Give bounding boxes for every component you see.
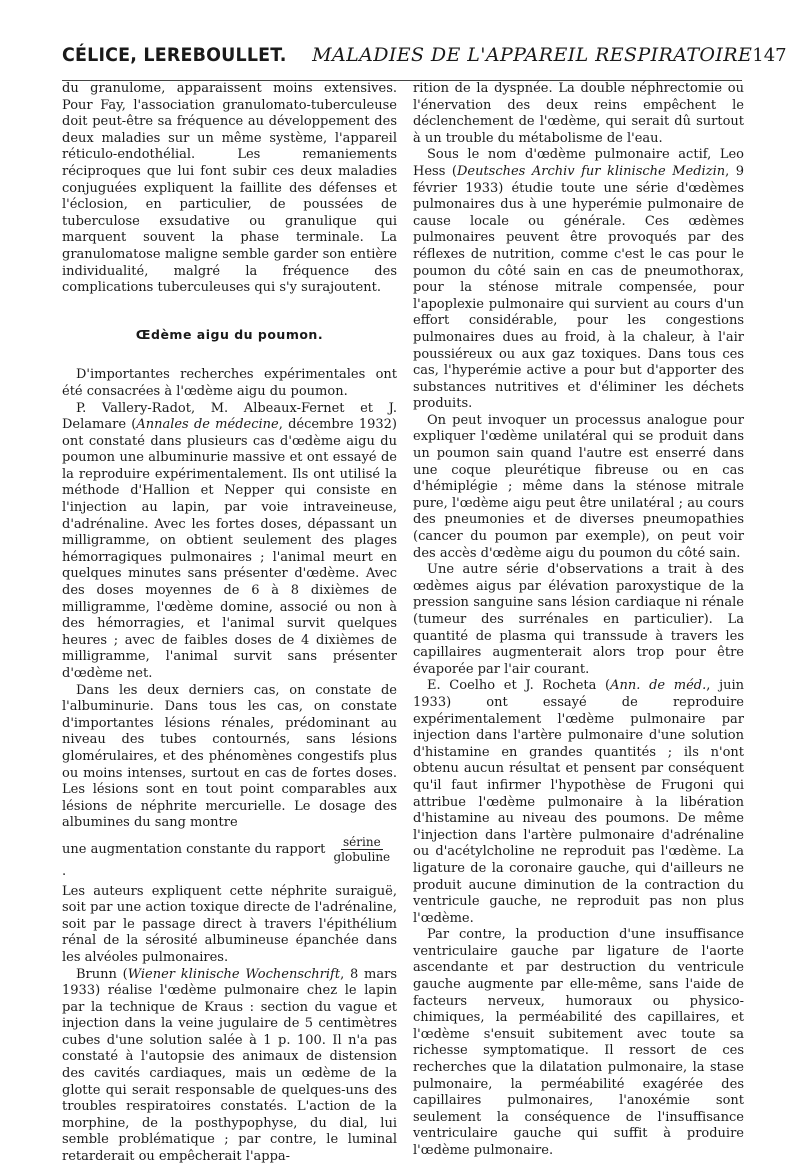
ratio-prefix: une augmentation constante du rapport — [62, 841, 326, 857]
paragraph-explanation: Les auteurs expliquent cette néphrite suraiguë, soit par une action toxique directe de l'adrénaline, soit par le passage direct à travers l'épithélium rénal de la sérosité albumineuse épanchée dans les alvéoles pulmonaires. — [62, 883, 397, 965]
ratio-line: une augmentation constante du rapport $\frac{\text{sérine}}{\text{globuline}}$ . — [62, 834, 391, 879]
right-column — [413, 81, 744, 1160]
text-fragment: Brunn ( — [76, 966, 128, 982]
citation-journal: Annales de médecine — [136, 417, 279, 433]
fraction-numerator: sérine — [343, 834, 381, 849]
page-number: 147 — [752, 45, 787, 66]
paragraph-continuation: rition de la dyspnée. La double néphrectomie ou l'énervation des deux reins empêchent le déclenchement de l'œdème, qui serait dû surtout à un trouble du métabolisme de l'eau. — [413, 81, 744, 146]
paragraph-granulome: du granulome, apparaissent moins extensives. Pour Fay, l'association granulomato-tuberculeuse doit peut-être sa fréquence au développement des deux maladies sur un même système, l'appareil réticulo-endothélial. Les remaniements réciproques que lui font subir ces deux maladies conjuguées expliquent la faillite des défenses et l'éclosion, en particulier, de poussées de tuberculose exsudative ou granulique qui marquent souvent la phase terminale. La granulomatose maligne semble garder son entière individualité, malgré la fréquence des complications tuberculeuses qui s'y surajoutent. — [62, 81, 397, 296]
paragraph-albuminurie: Dans les deux derniers cas, on constate de l'albuminurie. Dans tous les cas, on constate d'importantes lésions rénales, prédominant au niveau des tubes contournés, sans lésions glomérulaires, et des phénomènes congestifs plus ou moins intenses, surtout en cas de fortes doses. Les lésions sont en tout point comparables aux lésions de néphrite mercurielle. Le dosage des albumines du sang montre — [62, 682, 397, 831]
text-fragment: , 8 mars 1933) réalise l'œdème pulmonaire chez le lapin par la technique de Kraus : section du vague et injection dans la veine jugulaire de 5 centimètres cubes d'une solution salée à 1 p. 100. Il n'a pas constaté à l'autopsie des animaux de distension des cavités cardiaques, mais un œdème de la glotte qui serait responsable de quelques-uns des troubles respiratoires constatés. L'action de la morphine, de la posthypophyse, du dial, lui semble problématique ; par contre, le luminal retarderait ou empêcherait l'appa- — [62, 966, 398, 1165]
paragraph-insuffisance: Par contre, la production d'une insuffisance ventriculaire gauche par ligature de l'aorte ascendante et par destruction du ventricule gauche augmente par elle-même, sans l'aide de facteurs nerveux, humoraux ou physico-chimiques, la perméabilité des capillaires, et l'œdème s'ensuit subitement avec toute sa richesse symptomatique. Il ressort de ces recherches que la dilatation pulmonaire, la stase pulmonaire, la perméabilité exagérée des capillaires pulmonaires, l'anoxémie sont seulement la conséquence de l'insuffisance ventriculaire gauche qui suffit à produire l'œdème pulmonaire. — [413, 927, 744, 1158]
paragraph-brunn — [62, 967, 397, 1166]
citation-journal: Wiener klinische Wochenschrift — [127, 966, 341, 982]
header-title: MALADIES DE L'APPAREIL RESPIRATOIRE — [312, 44, 753, 66]
citation-journal: Deutsches Archiv fur klinische Medizin — [456, 163, 726, 179]
text-fragment: , 9 février 1933) étudie toute une série d'œdèmes pulmonaires dus à une hyperémie pulmonaire de cause locale ou générale. Ces œdèmes pulmonaires peuvent être provoqués par des réflexes de nutrition, comme c'est le cas pour le poumon du côté sain en cas de pneumothorax, pour la sténose mitrale compensée, pour l'apoplexie pulmonaire qui survient au cours d'un effort considérable, pour les congestions pulmonaires dues au froid, à la chaleur, à l'air poussiéreux ou aux gaz toxiques. Dans tous ces cas, l'hyperémie active a pour but d'apporter des substances nutritives et d'éliminer les déchets produits. — [413, 163, 744, 412]
paragraph-pression: Une autre série d'observations a trait à des œdèmes aigus par élévation paroxystique de la pression sanguine sans lésion cardiaque ni rénale (tumeur des surrénales en particulier). La quantité de plasma qui transsude à travers les capillaires augmenterait alors trop pour être évaporée par l'air courant. — [413, 562, 744, 677]
paragraph-coelho — [413, 678, 744, 927]
text-fragment: P. Vallery-Radot, M. Albeaux-Fernet et J. Delamare ( — [62, 400, 397, 433]
text-fragment: Sous le nom d'œdème pulmonaire actif, Leo Hess ( — [413, 147, 744, 179]
text-fragment: E. Coelho et J. Rocheta ( — [427, 678, 611, 694]
paragraph-vallery-radot — [62, 401, 397, 683]
text-fragment: , juin 1933) ont essayé de reproduire expérimentalement l'œdème pulmonaire par injection dans l'artère pulmonaire d'une solution d'histamine en grandes quantités ; ils n'ont obtenu aucun résultat et pensent par conséquent qu'il faut infirmer l'hypothèse de Frugoni qui attribue l'œdème pulmonaire à la libération d'histamine au niveau des poumons. De même l'injection dans l'artère pulmonaire d'adrénaline ou d'acétylcholine ne reproduit pas l'œdème. La ligature de la coronaire gauche, qui d'ailleurs ne produit aucune diminution de la contraction du ventricule gauche, ne reproduit pas non plus l'œdème. — [413, 678, 744, 926]
paragraph-hess — [413, 147, 744, 413]
fraction-denominator: globuline — [333, 849, 391, 864]
running-header — [62, 44, 787, 81]
ratio-fraction — [332, 835, 393, 864]
text-fragment: , décembre 1932) ont constaté dans plusieurs cas d'œdème aigu du poumon une albuminurie massive et ont essayé de la reproduire expérimentalement. Ils ont utilisé la méthode d'Hallion et Nepper qui consiste en l'injection au lapin, par voie intraveineuse, d'adrénaline. Avec les fortes doses, dépassant un milligramme, on obtient seulement des plages hémorragiques pulmonaires ; l'animal meurt en quelques minutes sans présenter d'œdème. Avec des doses moyennes de 6 à 8 dixièmes de milligramme, l'œdème domine, associé ou non à des hémorragies, et l'animal survit quelques heures ; avec de faibles doses de 4 dixièmes de milligramme, l'animal survit sans présenter d'œdème net. — [62, 417, 397, 681]
paragraph-intro: D'importantes recherches expérimentales ont été consacrées à l'œdème aigu du poumon. — [62, 367, 397, 399]
section-title: Œdème aigu du poumon. — [135, 326, 324, 342]
paragraph-unilateral: On peut invoquer un processus analogue pour expliquer l'œdème unilatéral qui se produit dans un poumon sain quand l'autre est enserré dans une coque pleurétique fibreuse ou en cas d'hémiplégie ; même dans la sténose mitrale pure, l'œdème aigu peut être unilatéral ; au cours des pneumonies et de diverses pneumopathies (cancer du poumon par exemple), on peut voir des accès d'œdème aigu du poumon du côté sain. — [413, 412, 744, 561]
header-authors: CÉLICE, LEREBOULLET. — [62, 44, 287, 66]
left-column — [62, 81, 397, 1166]
citation-journal: Ann. de méd. — [610, 678, 707, 694]
